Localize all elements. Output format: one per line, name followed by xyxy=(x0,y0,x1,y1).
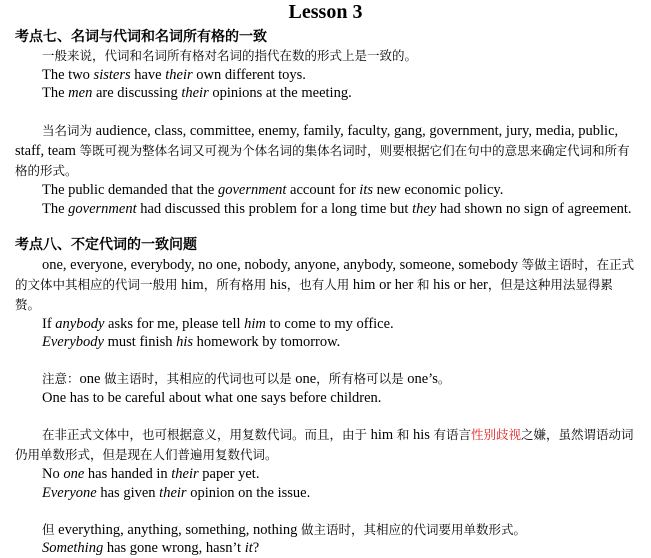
section7-intro: 一般来说，代词和名词所有格对名词的指代在数的形式上是一致的。 xyxy=(42,48,418,63)
section7-example-2: The men are discussing their opinions at the meeting. xyxy=(42,85,352,102)
section8-paragraph-1: one, everyone, everybody, no one, nobody, anyone, anybody, someone, somebody 等做主语时，在正式的文体中其相应的代词一般用 him，所有格用 his，也有人用 him or her 和 his or her，但是这种用法显得累赘。 xyxy=(15,256,635,312)
section7-paragraph: 当名词为 audience, class, committee, enemy, family, faculty, gang, government, jury, media, public, staff, team 等既可视为整体名词又可视为个体名词的集体名词时，则要根据它们在句中的意思来确定代词和所有格的形式。 xyxy=(15,123,630,179)
section8-example-3: One has to be careful about what one says before children. xyxy=(42,389,382,406)
section8-example-5: Everyone has given their opinion on the issue. xyxy=(42,485,311,502)
section7-example-4: The government had discussed this problem for a long time but they had shown no sign of agreement. xyxy=(42,200,632,217)
section7-heading: 考点七、名词与代词和名词所有格的一致 xyxy=(15,29,267,45)
section8-example-4: No one has handed in their paper yet. xyxy=(42,466,260,483)
highlighted-phrase: 性别歧视 xyxy=(471,427,522,443)
section8-heading: 考点八、不定代词的一致问题 xyxy=(15,236,197,253)
section8-example-6: Something has gone wrong, hasn’t it? xyxy=(42,540,260,557)
page-title: Lesson 3 xyxy=(288,1,363,23)
section8-note: 注意：one 做主语时，其相应的代词也可以是 one，所有格可以是 one’s。 xyxy=(42,370,451,387)
section7-example-1: The two sisters have their own different toys. xyxy=(42,66,306,83)
section8-example-1: If anybody asks for me, please tell him to come to my office. xyxy=(42,315,394,332)
section8-example-2: Everybody must finish his homework by tomorrow. xyxy=(42,334,341,351)
section7-example-3: The public demanded that the government account for its new economic policy. xyxy=(42,182,504,199)
section8-paragraph-3: 但 everything, anything, something, nothing 做主语时，其相应的代词要用单数形式。 xyxy=(42,521,527,538)
section8-paragraph-2: 在非正式文体中，也可根据意义，用复数代词。而且，由于 him 和 his 有语言性别歧视之嫌，虽然谓语动词仍用单数形式，但是现在人们普遍用复数代词。 xyxy=(15,427,634,463)
